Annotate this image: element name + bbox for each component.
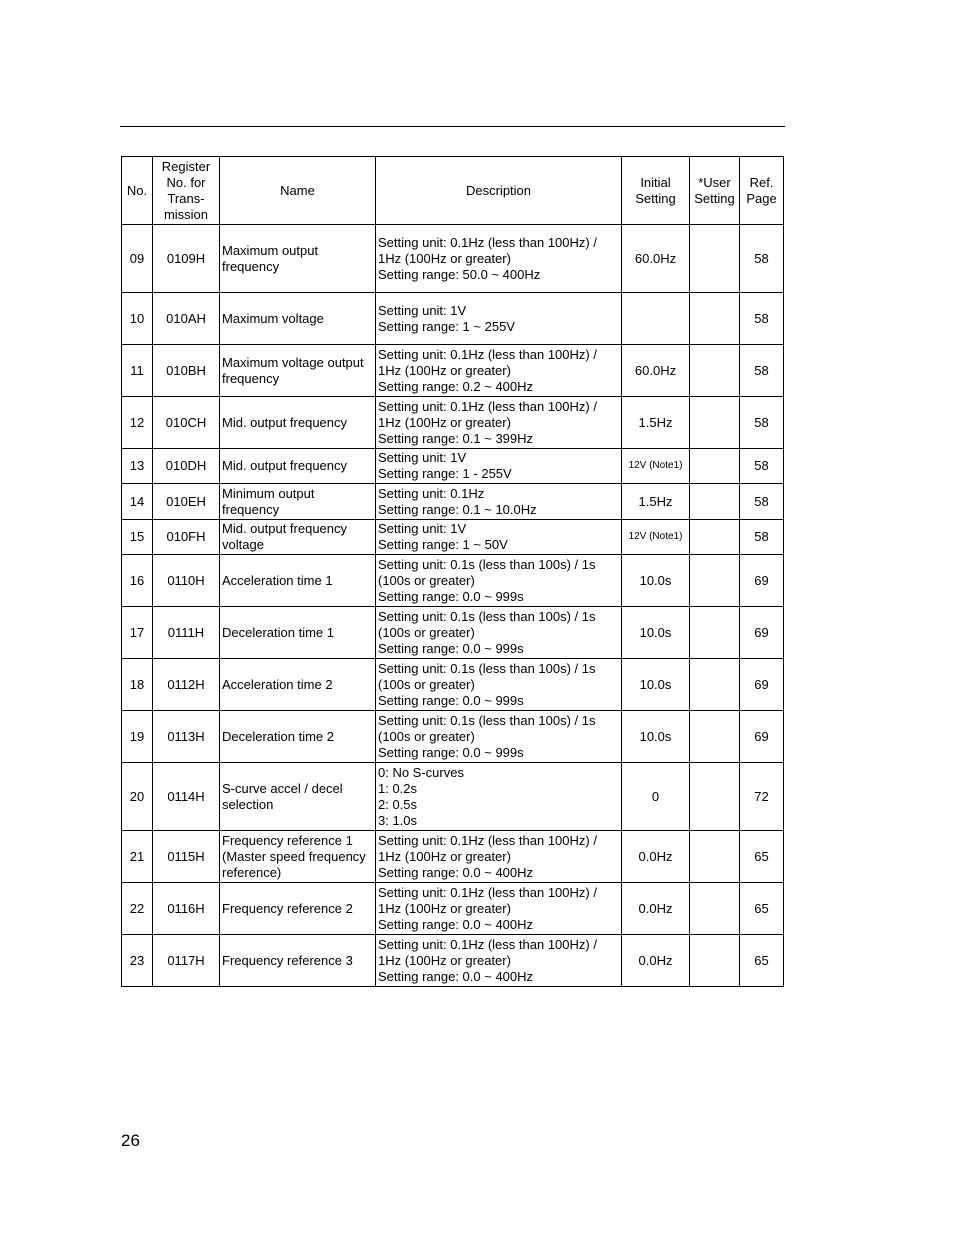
- cell-line: Setting unit: 0.1s (less than 100s) / 1s: [378, 660, 596, 676]
- cell-line: Setting unit: 1V: [378, 302, 467, 318]
- cell-line: 2: 0.5s: [378, 796, 418, 812]
- cell-line: Setting range: 0.0 ~ 999s: [378, 640, 524, 656]
- cell-user-setting: [690, 397, 740, 449]
- cell-user-setting: [690, 711, 740, 763]
- cell-description: [376, 484, 622, 520]
- cell-user-setting: [690, 449, 740, 484]
- cell-line: 1: 0.2s: [378, 780, 418, 796]
- cell-line: mission: [163, 206, 209, 222]
- cell-line: Setting unit: 0.1s (less than 100s) / 1s: [378, 556, 596, 572]
- header-ref-page: [740, 157, 784, 225]
- cell-line: Acceleration time 2: [222, 676, 333, 692]
- cell-no: 19: [122, 711, 153, 763]
- cell-initial-setting: 10.0s: [622, 555, 690, 607]
- cell-line: Acceleration time 1: [222, 572, 333, 588]
- cell-register: 0109H: [153, 225, 220, 293]
- cell-ref-page: 69: [740, 711, 784, 763]
- cell-line: (100s or greater): [378, 572, 475, 588]
- table-row: [122, 883, 784, 935]
- cell-ref-page: 65: [740, 883, 784, 935]
- cell-initial-setting: [622, 293, 690, 345]
- cell-initial-setting: 12V (Note1): [622, 449, 690, 484]
- cell-description: [376, 659, 622, 711]
- cell-line: Setting unit: 1V: [378, 450, 467, 465]
- table-row: [122, 225, 784, 293]
- cell-line: Setting unit: 0.1Hz (less than 100Hz) /: [378, 936, 597, 952]
- cell-ref-page: 58: [740, 345, 784, 397]
- cell-initial-setting: 10.0s: [622, 659, 690, 711]
- cell-initial-setting: 1.5Hz: [622, 484, 690, 520]
- cell-no: 13: [122, 449, 153, 484]
- page-number: 26: [121, 1131, 140, 1150]
- cell-line: Setting range: 0.2 ~ 400Hz: [378, 378, 534, 394]
- cell-description: [376, 449, 622, 484]
- header-description: [376, 157, 622, 225]
- cell-ref-page: 58: [740, 225, 784, 293]
- cell-name: [220, 520, 376, 555]
- table-row: [122, 520, 784, 555]
- cell-line: Initial: [640, 174, 671, 190]
- cell-line: Name: [280, 182, 315, 198]
- cell-line: S-curve accel / decel: [222, 780, 343, 796]
- header-name: [220, 157, 376, 225]
- cell-line: Frequency reference 2: [222, 900, 353, 916]
- cell-register: 0117H: [153, 935, 220, 987]
- cell-name: [220, 659, 376, 711]
- cell-line: Setting range: 0.1 ~ 399Hz: [378, 430, 534, 446]
- cell-register: 0113H: [153, 711, 220, 763]
- cell-line: Setting range: 1 ~ 50V: [378, 537, 508, 552]
- cell-register: 0115H: [153, 831, 220, 883]
- cell-line: Mid. output frequency: [222, 458, 348, 473]
- cell-initial-setting: 60.0Hz: [622, 345, 690, 397]
- cell-line: voltage: [222, 537, 264, 552]
- cell-line: Setting unit: 0.1Hz (less than 100Hz) /: [378, 398, 597, 414]
- cell-line: Maximum voltage output: [222, 354, 364, 370]
- cell-no: 15: [122, 520, 153, 555]
- table-row: [122, 345, 784, 397]
- header-user-setting: [690, 157, 740, 225]
- cell-user-setting: [690, 607, 740, 659]
- cell-register: 0112H: [153, 659, 220, 711]
- cell-line: Setting range: 0.0 ~ 400Hz: [378, 916, 534, 932]
- cell-no: 16: [122, 555, 153, 607]
- cell-name: [220, 449, 376, 484]
- cell-no: 23: [122, 935, 153, 987]
- cell-line: 1Hz (100Hz or greater): [378, 362, 511, 378]
- cell-ref-page: 58: [740, 293, 784, 345]
- cell-user-setting: [690, 935, 740, 987]
- cell-register: 010AH: [153, 293, 220, 345]
- cell-line: frequency: [222, 258, 280, 274]
- cell-line: Setting range: 0.0 ~ 400Hz: [378, 864, 534, 880]
- cell-line: Description: [465, 182, 532, 198]
- cell-line: 1Hz (100Hz or greater): [378, 900, 511, 916]
- cell-ref-page: 65: [740, 831, 784, 883]
- cell-user-setting: [690, 225, 740, 293]
- cell-line: Setting unit: 0.1Hz (less than 100Hz) /: [378, 234, 597, 250]
- cell-line: 0: No S-curves: [378, 764, 464, 780]
- cell-name: [220, 555, 376, 607]
- cell-register: 010DH: [153, 449, 220, 484]
- cell-no: 11: [122, 345, 153, 397]
- cell-line: frequency: [222, 370, 280, 386]
- cell-description: [376, 831, 622, 883]
- cell-description: [376, 935, 622, 987]
- cell-ref-page: 58: [740, 520, 784, 555]
- cell-line: Setting unit: 0.1s (less than 100s) / 1s: [378, 608, 596, 624]
- cell-no: 10: [122, 293, 153, 345]
- header-initial-setting: [622, 157, 690, 225]
- cell-line: selection: [222, 796, 274, 812]
- table-row: [122, 293, 784, 345]
- header-rule: [120, 126, 785, 127]
- cell-description: [376, 293, 622, 345]
- cell-initial-setting: 1.5Hz: [622, 397, 690, 449]
- parameter-table: [121, 156, 784, 987]
- cell-initial-setting: 0.0Hz: [622, 935, 690, 987]
- table-row: [122, 397, 784, 449]
- cell-no: 09: [122, 225, 153, 293]
- cell-line: 1Hz (100Hz or greater): [378, 414, 511, 430]
- cell-ref-page: 65: [740, 935, 784, 987]
- cell-line: Trans-: [167, 190, 205, 206]
- cell-line: Maximum output: [222, 242, 319, 258]
- cell-line: Setting unit: 1V: [378, 521, 467, 536]
- cell-ref-page: 69: [740, 555, 784, 607]
- cell-line: Setting unit: 0.1Hz (less than 100Hz) /: [378, 346, 597, 362]
- cell-description: [376, 520, 622, 555]
- cell-register: 010BH: [153, 345, 220, 397]
- cell-line: Frequency reference 3: [222, 952, 353, 968]
- cell-name: [220, 293, 376, 345]
- cell-line: Setting range: 0.0 ~ 999s: [378, 588, 524, 604]
- cell-line: 1Hz (100Hz or greater): [378, 250, 511, 266]
- cell-line: *User: [698, 174, 731, 190]
- cell-line: Mid. output frequency: [222, 521, 348, 536]
- cell-no: 12: [122, 397, 153, 449]
- cell-description: [376, 711, 622, 763]
- cell-line: Maximum voltage: [222, 310, 324, 326]
- header-no: [122, 157, 153, 225]
- cell-line: Setting unit: 0.1s (less than 100s) / 1s: [378, 712, 596, 728]
- cell-line: Setting range: 0.0 ~ 999s: [378, 744, 524, 760]
- cell-no: 18: [122, 659, 153, 711]
- cell-ref-page: 69: [740, 659, 784, 711]
- header-register: [153, 157, 220, 225]
- cell-user-setting: [690, 555, 740, 607]
- cell-line: Deceleration time 1: [222, 624, 334, 640]
- cell-initial-setting: 10.0s: [622, 711, 690, 763]
- cell-description: [376, 397, 622, 449]
- cell-user-setting: [690, 659, 740, 711]
- cell-description: [376, 883, 622, 935]
- cell-user-setting: [690, 484, 740, 520]
- cell-name: [220, 831, 376, 883]
- cell-line: Ref.: [749, 174, 774, 190]
- table-row: [122, 659, 784, 711]
- header-row: [122, 157, 784, 225]
- cell-no: 14: [122, 484, 153, 520]
- cell-line: No. for: [166, 174, 206, 190]
- cell-name: [220, 345, 376, 397]
- cell-line: (100s or greater): [378, 624, 475, 640]
- table-row: [122, 484, 784, 520]
- cell-line: Setting unit: 0.1Hz (less than 100Hz) /: [378, 832, 597, 848]
- cell-line: Frequency reference 1: [222, 832, 353, 848]
- table-row: [122, 711, 784, 763]
- cell-no: 17: [122, 607, 153, 659]
- cell-name: [220, 484, 376, 520]
- cell-initial-setting: 60.0Hz: [622, 225, 690, 293]
- cell-line: Setting range: 50.0 ~ 400Hz: [378, 266, 541, 282]
- cell-register: 0111H: [153, 607, 220, 659]
- cell-user-setting: [690, 293, 740, 345]
- cell-ref-page: 69: [740, 607, 784, 659]
- cell-user-setting: [690, 831, 740, 883]
- cell-name: [220, 607, 376, 659]
- cell-line: Setting unit: 0.1Hz: [378, 485, 485, 501]
- table-row: [122, 555, 784, 607]
- cell-user-setting: [690, 883, 740, 935]
- cell-description: [376, 763, 622, 831]
- cell-line: Setting: [694, 190, 735, 206]
- cell-line: Setting range: 0.1 ~ 10.0Hz: [378, 501, 537, 517]
- cell-initial-setting: 10.0s: [622, 607, 690, 659]
- table-body: [122, 225, 784, 987]
- cell-line: Setting range: 0.0 ~ 999s: [378, 692, 524, 708]
- cell-no: 20: [122, 763, 153, 831]
- cell-description: [376, 607, 622, 659]
- cell-initial-setting: 12V (Note1): [622, 520, 690, 555]
- cell-line: Deceleration time 2: [222, 728, 334, 744]
- cell-register: 010EH: [153, 484, 220, 520]
- cell-line: 3: 1.0s: [378, 812, 418, 828]
- cell-ref-page: 58: [740, 449, 784, 484]
- cell-line: 1Hz (100Hz or greater): [378, 848, 511, 864]
- cell-line: No.: [126, 182, 148, 198]
- cell-name: [220, 397, 376, 449]
- cell-initial-setting: 0.0Hz: [622, 883, 690, 935]
- cell-line: (100s or greater): [378, 728, 475, 744]
- cell-register: 0110H: [153, 555, 220, 607]
- cell-name: [220, 225, 376, 293]
- cell-ref-page: 58: [740, 484, 784, 520]
- cell-name: [220, 711, 376, 763]
- table-row: [122, 935, 784, 987]
- cell-user-setting: [690, 763, 740, 831]
- cell-line: 1Hz (100Hz or greater): [378, 952, 511, 968]
- cell-name: [220, 883, 376, 935]
- cell-no: 21: [122, 831, 153, 883]
- cell-name: [220, 763, 376, 831]
- cell-user-setting: [690, 520, 740, 555]
- cell-line: (Master speed frequency: [222, 848, 366, 864]
- cell-line: Setting range: 0.0 ~ 400Hz: [378, 968, 534, 984]
- table-row: [122, 449, 784, 484]
- cell-description: [376, 345, 622, 397]
- cell-register: 010FH: [153, 520, 220, 555]
- cell-register: 010CH: [153, 397, 220, 449]
- cell-line: (100s or greater): [378, 676, 475, 692]
- cell-description: [376, 225, 622, 293]
- cell-line: Setting: [635, 190, 676, 206]
- cell-line: frequency: [222, 501, 280, 517]
- cell-initial-setting: 0.0Hz: [622, 831, 690, 883]
- cell-ref-page: 58: [740, 397, 784, 449]
- table-row: [122, 763, 784, 831]
- cell-name: [220, 935, 376, 987]
- cell-ref-page: 72: [740, 763, 784, 831]
- table-row: [122, 831, 784, 883]
- cell-line: reference): [222, 864, 282, 880]
- cell-register: 0116H: [153, 883, 220, 935]
- cell-line: Setting range: 1 ~ 255V: [378, 318, 515, 334]
- cell-line: Setting unit: 0.1Hz (less than 100Hz) /: [378, 884, 597, 900]
- cell-initial-setting: 0: [622, 763, 690, 831]
- cell-line: Mid. output frequency: [222, 414, 348, 430]
- cell-line: Register: [161, 158, 211, 174]
- cell-description: [376, 555, 622, 607]
- cell-user-setting: [690, 345, 740, 397]
- cell-line: Minimum output: [222, 485, 315, 501]
- cell-register: 0114H: [153, 763, 220, 831]
- table-row: [122, 607, 784, 659]
- cell-line: Page: [746, 190, 777, 206]
- cell-no: 22: [122, 883, 153, 935]
- cell-line: Setting range: 1 - 255V: [378, 466, 512, 481]
